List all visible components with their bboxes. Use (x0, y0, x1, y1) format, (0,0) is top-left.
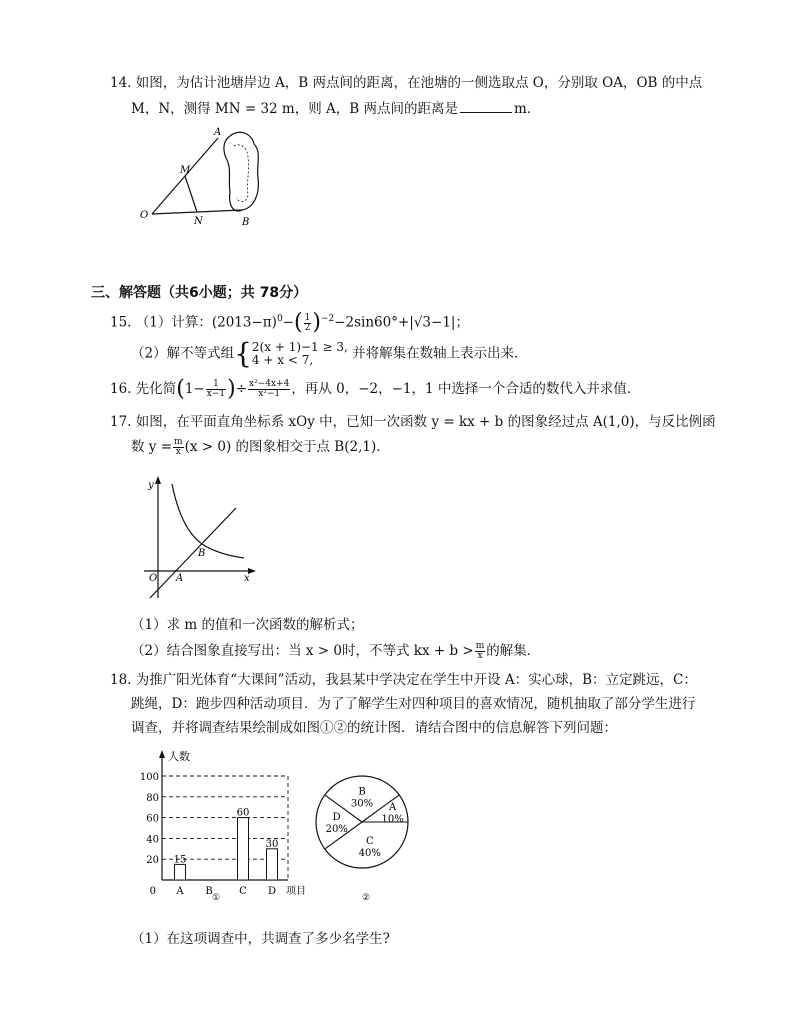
q16-frac1: $\frac{1}{x-1}$ (206, 379, 226, 399)
q16-frac2: $\frac{\text{x²−4x+4}}{\text{x²−1}}$ (249, 379, 290, 399)
bar-x-ticks (175, 886, 276, 897)
pie-slice-label-C: C (365, 836, 374, 848)
pie-slice-label-D: D (332, 812, 341, 823)
q15-part2-tail: 并将解集在数轴上表示出来． (352, 345, 528, 362)
axis-label-x: x (244, 573, 250, 584)
bar-x-label: 项目 (286, 886, 306, 897)
segment-MN (185, 176, 197, 212)
q15-part1: 15. （1）计算：$(2013-\pi)^0-$( $\frac{1}{2}$ )$^{-2}$−2sin60°+|√3−1|； (110, 310, 469, 335)
pie-slice-label-A: A (389, 802, 397, 814)
q14-line2 (131, 98, 540, 118)
q14-answer-blank[interactable] (460, 98, 512, 113)
axis-label-y: y (148, 480, 154, 491)
q16: 16. 先化简(1− $\frac{1}{x-1}$ )÷ $\frac{\text{x²−4x+4}}{\text{x²−1}}$ ，再从 0，−2，−1，1 中选择一个合适的数代入并求值． (110, 376, 641, 402)
label-O: O (140, 210, 149, 221)
fig1-label: ① (212, 893, 221, 903)
q15-part2: （2）解不等式组{ 2(x + 1)−1 ≥ 3, 4 + x < 7, 并将解集在数轴上表示出来． (131, 337, 528, 370)
q15-system: 2(x + 1)−1 ≥ 3, 4 + x < 7, (251, 340, 348, 367)
y-axis-arrow (155, 476, 161, 484)
q17-frac: $\frac{m}{x}$ (174, 437, 183, 457)
q14-line1: 14. 如图，为估计池塘岸边 A，B 两点间的距离，在池塘的一侧选取点 O，分别取 OA，OB 的中点 (110, 75, 703, 91)
pie-slice-percent-D: 20% (325, 824, 348, 835)
bar-D (267, 849, 278, 880)
bar-x-tick-label: C (239, 886, 247, 897)
q18-line1: 18. 为推广阳光体育“大课间”活动，我县某中学决定在学生中开设 A：实心球，B：立定跳远，C： (110, 672, 697, 688)
label-A: A (214, 127, 222, 138)
q18-part1: （1）在这项调查中，共调查了多少名学生? (131, 931, 390, 947)
q16-div: ÷ (235, 381, 248, 397)
pie-slice-percent-C: 40% (358, 848, 381, 860)
label-origin: O (149, 573, 158, 584)
label-B-point: B (198, 548, 206, 559)
bar-y-tick-label: 100 (140, 772, 159, 783)
q15-expr-b: −2sin60°+|√3−1|； (334, 314, 469, 331)
pond-inner (234, 145, 249, 202)
bar-y-axis-arrow (159, 750, 165, 758)
pond-outline (224, 132, 258, 211)
bar-data-label: 15 (173, 854, 187, 866)
bar-y-label: 人数 (168, 750, 190, 763)
inverse-function-curve (172, 484, 244, 558)
q15-sup: −2 (320, 314, 335, 324)
bar-x-tick-label: B (205, 886, 213, 897)
q15-part1-label: 15. （1）计算： (110, 314, 212, 331)
bar-origin-label: 0 (149, 886, 156, 897)
pie-slice-percent-B: 30% (350, 798, 374, 810)
bar-data-label: 30 (265, 838, 279, 850)
q17-line2: 数 y = $\frac{m}{x}$ (x > 0) 的图象相交于点 B(2,1)． (131, 437, 390, 457)
q15-frac: $\frac{1}{2}$ (304, 312, 311, 333)
q17-figure (140, 474, 260, 604)
bar-y-tick-label: 60 (146, 813, 159, 825)
fig2-label: ② (362, 893, 371, 903)
q17-part2: （2）结合图象直接写出：当 x > 0时，不等式 kx + b > $\frac{m}{x}$ 的解集． (131, 641, 541, 661)
q17-part2-frac: $\frac{m}{x}$ (475, 641, 485, 661)
q15-sup0: 0 (276, 314, 283, 324)
label-N: N (194, 216, 203, 227)
pie-chart (312, 772, 412, 872)
q14-line2-text: M，N，测得 MN = 32 m，则 A，B 两点间的距离是 (131, 101, 458, 117)
bar-y-tick-label: 20 (146, 855, 159, 867)
q16-tail: ，再从 0，−2，−1，1 中选择一个合适的数代入并求值． (291, 381, 641, 397)
bar-data-label: 60 (236, 807, 250, 819)
q17-line1: 17. 如图，在平面直角坐标系 xOy 中，已知一次函数 y = kx + b 的图象经过点 A(1,0)，与反比例函 (110, 414, 716, 430)
bar-chart (140, 746, 320, 906)
q16-one: 1− (184, 381, 205, 397)
bar-y-tick-label: 80 (146, 792, 159, 804)
bar-A (175, 864, 186, 880)
label-A-point: A (176, 573, 184, 584)
pie-marks (316, 776, 408, 868)
q14-figure (130, 122, 270, 232)
bar-marks (174, 808, 279, 880)
bar-y-ticks (140, 772, 159, 866)
pie-slice-label-B: B (358, 786, 366, 798)
q18-line3: 调查，并将调查结果绘制成如图①②的统计图．请结合图中的信息解答下列问题： (131, 720, 617, 736)
q15-expr-a: (2013−π) (211, 314, 277, 331)
q15-part2-label: （2）解不等式组 (131, 345, 235, 362)
q14-line2-unit: m． (513, 101, 541, 117)
bar-x-tick-label: D (267, 886, 277, 897)
bar-C (238, 818, 249, 880)
pie-slice-percent-A: 10% (381, 814, 404, 826)
bar-x-tick-label: A (176, 886, 184, 897)
label-M: M (180, 165, 191, 176)
section-title: 三、解答题（共6小题；共 78分） (91, 285, 308, 301)
q17-part1: （1）求 m 的值和一次函数的解析式； (131, 617, 364, 633)
q16-label: 16. 先化简 (110, 381, 177, 397)
q18-line2: 跳绳，D：跑步四种活动项目．为了了解学生对四种项目的喜欢情况，随机抽取了部分学生进行 (131, 696, 696, 712)
label-B: B (242, 217, 250, 228)
bar-y-tick-label: 40 (146, 834, 159, 846)
q15-minus: − (282, 314, 294, 331)
